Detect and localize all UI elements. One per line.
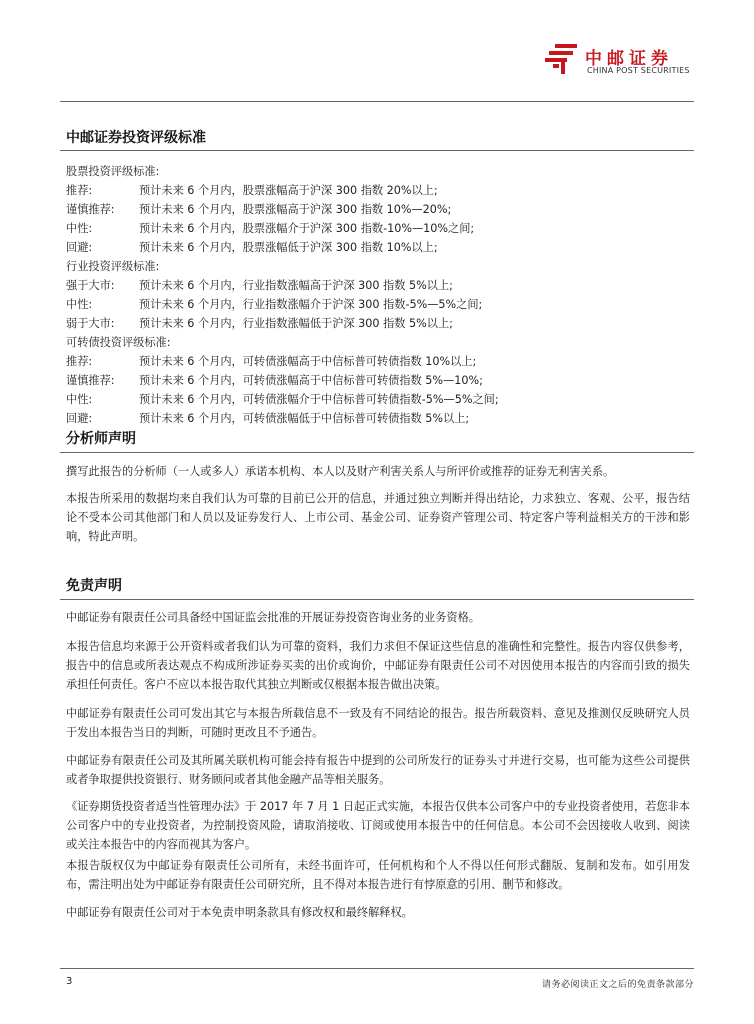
rating-row — [66, 352, 686, 371]
disclaimer-paragraph-7: 中邮证券有限责任公司对于本免责申明条款具有修改权和最终解释权。 — [66, 906, 413, 919]
analyst-title-rule — [60, 452, 694, 453]
rating-description: 预计未来 6 个月内，行业指数涨幅介于沪深 300 指数-5%—5%之间; — [139, 298, 483, 311]
rating-row — [66, 333, 686, 352]
analyst-paragraph-1: 撰写此报告的分析师（一人或多人）承诺本机构、本人以及财产利害关系人与所评价或推荐的证券无利害关系。 — [66, 465, 615, 478]
rating-row — [66, 238, 686, 257]
analyst-title: 分析师声明 — [66, 431, 136, 447]
rating-description: 预计未来 6 个月内，股票涨幅高于沪深 300 指数 20%以上; — [139, 184, 438, 197]
disclaimer-paragraph-3: 中邮证券有限责任公司可发出其它与本报告所载信息不一致及有不同结论的报告。报告所载资料、意见及推测仅反映研究人员于发出本报告当日的判断，可随时更改且不予通告。 — [66, 707, 690, 739]
rating-row — [66, 200, 686, 219]
rating-label: 行业投资评级标准: — [66, 260, 160, 273]
disclaimer-paragraph-1: 中邮证券有限责任公司具备经中国证监会批准的开展证券投资咨询业务的业务资格。 — [66, 611, 480, 624]
disclaimer-title: 免责声明 — [66, 578, 122, 594]
rating-title: 中邮证券投资评级标准 — [66, 130, 206, 146]
rating-standards — [66, 162, 686, 428]
rating-row — [66, 257, 686, 276]
rating-label: 中性: — [66, 298, 93, 311]
rating-label: 推荐: — [66, 355, 93, 368]
rating-label: 回避: — [66, 412, 93, 425]
rating-row — [66, 295, 686, 314]
footer-rule — [60, 968, 694, 969]
brand-name-cn: 中邮证券 — [585, 49, 673, 69]
page-number: 3 — [66, 976, 73, 987]
rating-label: 中性: — [66, 222, 93, 235]
rating-description: 预计未来 6 个月内，股票涨幅低于沪深 300 指数 10%以上; — [139, 241, 438, 254]
rating-row — [66, 314, 686, 333]
analyst-paragraph-2: 本报告所采用的数据均来自我们认为可靠的目前已公开的信息，并通过独立判断并得出结论，力求独立、客观、公平，报告结论不受本公司其他部门和人员以及证券发行人、上市公司、基金公司、证券资产管理公司、特定客户等利益相关方的干涉和影响，特此声明。 — [66, 492, 690, 543]
rating-row — [66, 219, 686, 238]
rating-row — [66, 181, 686, 200]
rating-row — [66, 162, 686, 181]
rating-description: 预计未来 6 个月内，股票涨幅高于沪深 300 指数 10%—20%; — [139, 203, 452, 216]
rating-description: 预计未来 6 个月内，行业指数涨幅高于沪深 300 指数 5%以上; — [139, 279, 453, 292]
rating-row — [66, 276, 686, 295]
rating-label: 弱于大市: — [66, 317, 115, 330]
rating-row — [66, 390, 686, 409]
disclaimer-title-rule — [60, 599, 694, 600]
rating-label: 股票投资评级标准: — [66, 165, 160, 178]
rating-title-rule — [60, 150, 694, 151]
rating-description: 预计未来 6 个月内，可转债涨幅高于中信标普可转债指数 5%—10%; — [139, 374, 483, 387]
disclaimer-paragraph-4: 中邮证券有限责任公司及其所属关联机构可能会持有报告中提到的公司所发行的证券头寸并进行交易，也可能为这些公司提供或者争取提供投资银行、财务顾问或者其他金融产品等相关服务。 — [66, 754, 690, 786]
rating-label: 回避: — [66, 241, 93, 254]
rating-label: 谨慎推荐: — [66, 203, 115, 216]
rating-label: 推荐: — [66, 184, 93, 197]
footer-note: 请务必阅读正文之后的免责条款部分 — [541, 980, 694, 990]
disclaimer-paragraph-5: 《证券期货投资者适当性管理办法》于 2017 年 7 月 1 日起正式实施，本报告仅供本公司客户中的专业投资者使用，若您非本公司客户中的专业投资者，为控制投资风险，请取消接收、订阅或使用本报告中的任何信息。本公司不会因接收人收到、阅读或关注本报告中的内容而视其为客户。 — [66, 800, 690, 851]
rating-row — [66, 409, 686, 428]
brand-logo — [545, 42, 690, 84]
rating-description: 预计未来 6 个月内，可转债涨幅介于中信标普可转债指数-5%—5%之间; — [139, 393, 499, 406]
brand-name-en: CHINA POST SECURITIES — [587, 66, 690, 75]
rating-row — [66, 371, 686, 390]
disclaimer-paragraph-6: 本报告版权仅为中邮证券有限责任公司所有，未经书面许可，任何机构和个人不得以任何形式翻版、复制和发布。如引用发布，需注明出处为中邮证券有限责任公司研究所，且不得对本报告进行有悖原意的引用、删节和修改。 — [66, 859, 690, 891]
rating-label: 中性: — [66, 393, 93, 406]
rating-description: 预计未来 6 个月内，行业指数涨幅低于沪深 300 指数 5%以上; — [139, 317, 453, 330]
rating-description: 预计未来 6 个月内，可转债涨幅低于中信标普可转债指数 5%以上; — [139, 412, 470, 425]
rating-label: 谨慎推荐: — [66, 374, 115, 387]
rating-description: 预计未来 6 个月内，可转债涨幅高于中信标普可转债指数 10%以上; — [139, 355, 477, 368]
rating-label: 强于大市: — [66, 279, 115, 292]
rating-description: 预计未来 6 个月内，股票涨幅介于沪深 300 指数-10%—10%之间; — [139, 222, 475, 235]
rating-label: 可转债投资评级标准: — [66, 336, 171, 349]
header-rule — [60, 101, 694, 102]
disclaimer-paragraph-2: 本报告信息均来源于公开资料或者我们认为可靠的资料，我们力求但不保证这些信息的准确性和完整性。报告内容仅供参考，报告中的信息或所表达观点不构成所涉证券买卖的出价或询价，中邮证券有限责任公司不对因使用本报告的内容而引致的损失承担任何责任。客户不应以本报告取代其独立判断或仅根据本报告做出决策。 — [66, 640, 690, 691]
china-post-logo-icon — [545, 42, 581, 76]
